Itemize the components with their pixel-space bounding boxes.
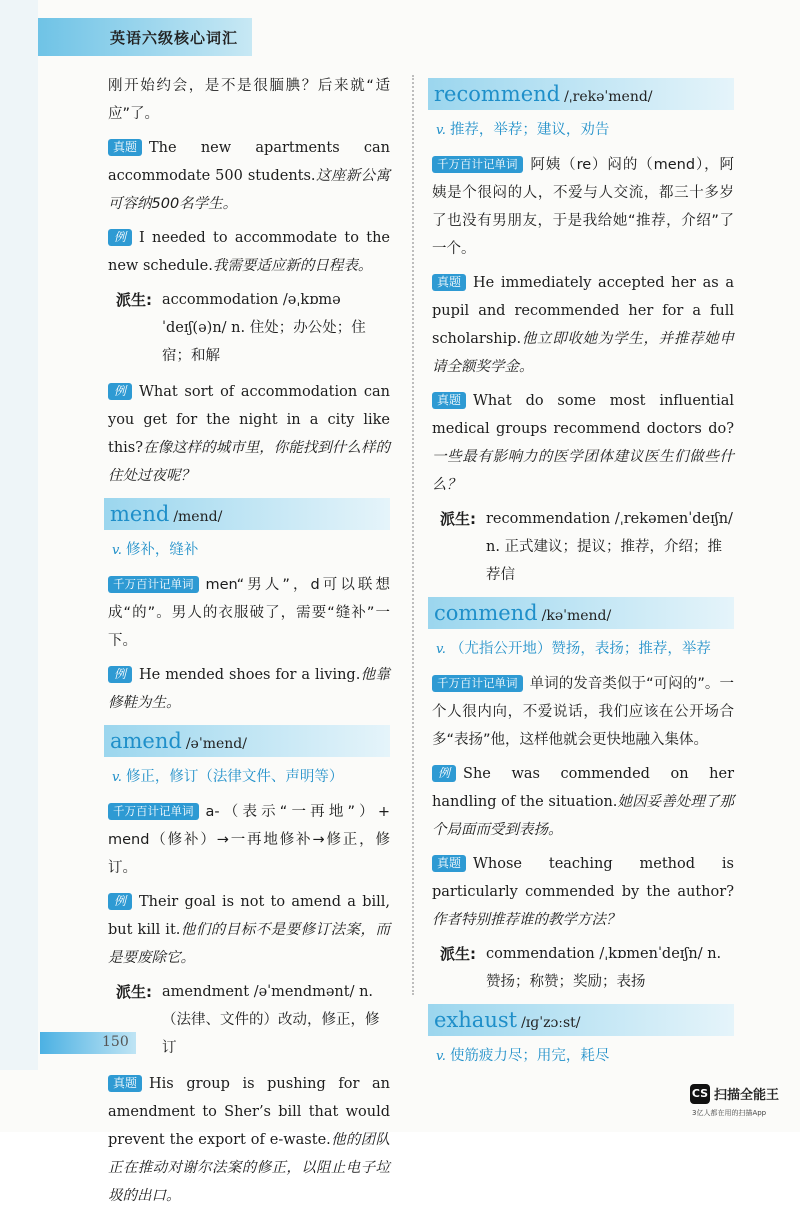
headword-exhaust bbox=[428, 1004, 734, 1036]
example-block bbox=[432, 760, 734, 844]
example-cn: 他们的目标不是要修订法案，而是要废除它。 bbox=[108, 922, 390, 966]
example-cn: 我需要适应新的日程表。 bbox=[212, 258, 373, 274]
example-cn: 他立即收她为学生，并推荐她申请全额奖学金。 bbox=[432, 331, 734, 375]
side-strip bbox=[0, 0, 38, 1070]
headword: amend bbox=[110, 729, 182, 753]
definition bbox=[112, 763, 390, 792]
tip-text: men“男人”，d可以联想成“的”。男人的衣服破了，需要“缝补”一下。 bbox=[108, 577, 390, 649]
derivation-label: 派生: bbox=[116, 983, 152, 1001]
example-block bbox=[432, 850, 734, 934]
example-block bbox=[432, 387, 734, 499]
example-cn: 作者特别推荐谁的教学方法？ bbox=[432, 912, 621, 928]
example-en: Whose teaching method is particularly commended by the author? bbox=[432, 856, 734, 900]
tip-text: 单词的发音类似于“可闷的”。一个人很内向，不爱说话，我们应该在公开场合多“表扬”他，这样他就会更快地融入集体。 bbox=[432, 676, 734, 748]
example-block bbox=[108, 378, 390, 490]
headword-mend bbox=[104, 498, 390, 530]
example-cn: 在像这样的城市里，你能找到什么样的住处过夜呢？ bbox=[108, 440, 390, 484]
derivation bbox=[440, 940, 734, 996]
memory-tip bbox=[432, 151, 734, 263]
example-block bbox=[108, 1070, 390, 1210]
derivation-label: 派生: bbox=[440, 510, 476, 528]
li-badge: 例 bbox=[108, 893, 132, 910]
scanner-watermark bbox=[690, 1082, 794, 1122]
example-block bbox=[108, 224, 390, 280]
definition-text: 使筋疲力尽；用完，耗尽 bbox=[449, 1048, 610, 1064]
definition-text: 修正，修订（法律文件、声明等） bbox=[125, 769, 344, 785]
example-en: Their goal is not to amend a bill, but kill it. bbox=[108, 894, 390, 938]
tip-badge: 千万百计记单词 bbox=[432, 156, 523, 173]
example-block bbox=[108, 661, 390, 717]
watermark-slogan: 3亿人都在用的扫描App bbox=[692, 1109, 767, 1117]
derivation-text: accommodation /əˌkɒməˈdeɪʃ(ə)n/ n. 住处；办公处；住宿；和解 bbox=[162, 292, 366, 364]
example-cn: 一些最有影响力的医学团体建议医生们做些什么？ bbox=[432, 449, 734, 493]
example-block bbox=[108, 134, 390, 218]
tip-text: 阿姨（re）闷的（mend），阿姨是个很闷的人，不爱与人交流，都三十多岁了也没有男朋友，于是我给她“推荐，介绍”了一个。 bbox=[432, 157, 734, 257]
phonetic: /ˌrekəˈmend/ bbox=[564, 89, 653, 105]
definition-text: （尤指公开地）赞扬，表扬；推荐，举荐 bbox=[449, 641, 711, 657]
zhenti-badge: 真题 bbox=[432, 392, 466, 409]
headword: commend bbox=[434, 601, 538, 625]
right-column bbox=[432, 72, 734, 1077]
phonetic: /ɪɡˈzɔːst/ bbox=[521, 1015, 581, 1031]
tip-badge: 千万百计记单词 bbox=[108, 576, 199, 593]
derivation bbox=[440, 505, 734, 589]
zhenti-badge: 真题 bbox=[108, 139, 142, 156]
zhenti-badge: 真题 bbox=[432, 274, 466, 291]
definition bbox=[112, 536, 390, 565]
li-badge: 例 bbox=[108, 229, 132, 246]
phonetic: /mend/ bbox=[173, 509, 223, 525]
pos: v. bbox=[112, 770, 122, 785]
derivation-label: 派生: bbox=[440, 945, 476, 963]
example-cn: 她因妥善处理了那个局面而受到表扬。 bbox=[432, 794, 735, 838]
definition-text: 推荐，举荐；建议，劝告 bbox=[449, 122, 610, 138]
camscanner-logo-icon: CS bbox=[690, 1084, 710, 1104]
example-cn: 这座新公寓可容纳500名学生。 bbox=[108, 168, 390, 212]
definition bbox=[436, 116, 734, 145]
phonetic: /əˈmend/ bbox=[185, 736, 247, 752]
memory-tip bbox=[108, 571, 390, 655]
running-header bbox=[38, 18, 252, 56]
pos: v. bbox=[436, 123, 446, 138]
watermark-name: 扫描全能王 bbox=[714, 1088, 780, 1103]
page-number-bar bbox=[40, 1032, 136, 1054]
headword: mend bbox=[110, 502, 170, 526]
definition bbox=[436, 1042, 734, 1071]
headword-commend bbox=[428, 597, 734, 629]
page-number: 150 bbox=[102, 1034, 129, 1050]
column-divider bbox=[412, 75, 414, 995]
zhenti-badge: 真题 bbox=[432, 855, 466, 872]
example-en: She was commended on her handling of the situation. bbox=[432, 766, 734, 810]
example-en: What do some most influential medical groups recommend doctors do? bbox=[432, 393, 734, 437]
left-column bbox=[108, 72, 390, 1216]
derivation-label: 派生: bbox=[116, 291, 152, 309]
example-en: What sort of accommodation can you get for the night in a city like this? bbox=[108, 384, 390, 456]
derivation-text: recommendation /ˌrekəmenˈdeɪʃn/ n. 正式建议；提议；推荐，介绍；推荐信 bbox=[486, 511, 733, 583]
li-badge: 例 bbox=[432, 765, 456, 782]
pos: v. bbox=[436, 1049, 446, 1064]
memory-tip bbox=[108, 798, 390, 882]
tip-text: a-（表示“一再地”）+ mend（修补）→一再地修补→修正，修订。 bbox=[108, 804, 390, 876]
headword: exhaust bbox=[434, 1008, 518, 1032]
headword-amend bbox=[104, 725, 390, 757]
derivation bbox=[116, 978, 390, 1062]
example-en: I needed to accommodate to the new schedule. bbox=[108, 230, 390, 274]
memory-tip bbox=[432, 670, 734, 754]
pos: v. bbox=[112, 543, 122, 558]
example-en: He mended shoes for a living. bbox=[139, 667, 361, 683]
derivation bbox=[116, 286, 390, 370]
intro-text: 刚开始约会，是不是很腼腆？后来就“适应”了。 bbox=[108, 78, 390, 122]
example-cn: 他靠修鞋为生。 bbox=[108, 667, 391, 711]
example-en: His group is pushing for an amendment to Sher’s bill that would prevent the export of e-waste. bbox=[108, 1076, 390, 1148]
phonetic: /kəˈmend/ bbox=[541, 608, 612, 624]
headword-recommend bbox=[428, 78, 734, 110]
example-en: The new apartments can accommodate 500 students. bbox=[108, 140, 390, 184]
derivation-text: amendment /əˈmendmənt/ n.（法律、文件的）改动，修正，修订 bbox=[162, 984, 380, 1056]
header-title: 英语六级核心词汇 bbox=[110, 29, 239, 47]
example-en: He immediately accepted her as a pupil and recommended her for a full scholarship. bbox=[432, 275, 734, 347]
tip-badge: 千万百计记单词 bbox=[108, 803, 199, 820]
li-badge: 例 bbox=[108, 666, 132, 683]
definition-text: 修补，缝补 bbox=[125, 542, 199, 558]
zhenti-badge: 真题 bbox=[108, 1075, 142, 1092]
headword: recommend bbox=[434, 82, 561, 106]
example-block bbox=[432, 269, 734, 381]
pos: v. bbox=[436, 642, 446, 657]
tip-badge: 千万百计记单词 bbox=[432, 675, 523, 692]
example-cn: 他的团队正在推动对谢尔法案的修正，以阻止电子垃圾的出口。 bbox=[108, 1132, 390, 1204]
derivation-text: commendation /ˌkɒmenˈdeɪʃn/ n. 赞扬；称赞；奖励；表扬 bbox=[486, 946, 722, 990]
li-badge: 例 bbox=[108, 383, 132, 400]
example-block bbox=[108, 888, 390, 972]
definition bbox=[436, 635, 734, 664]
